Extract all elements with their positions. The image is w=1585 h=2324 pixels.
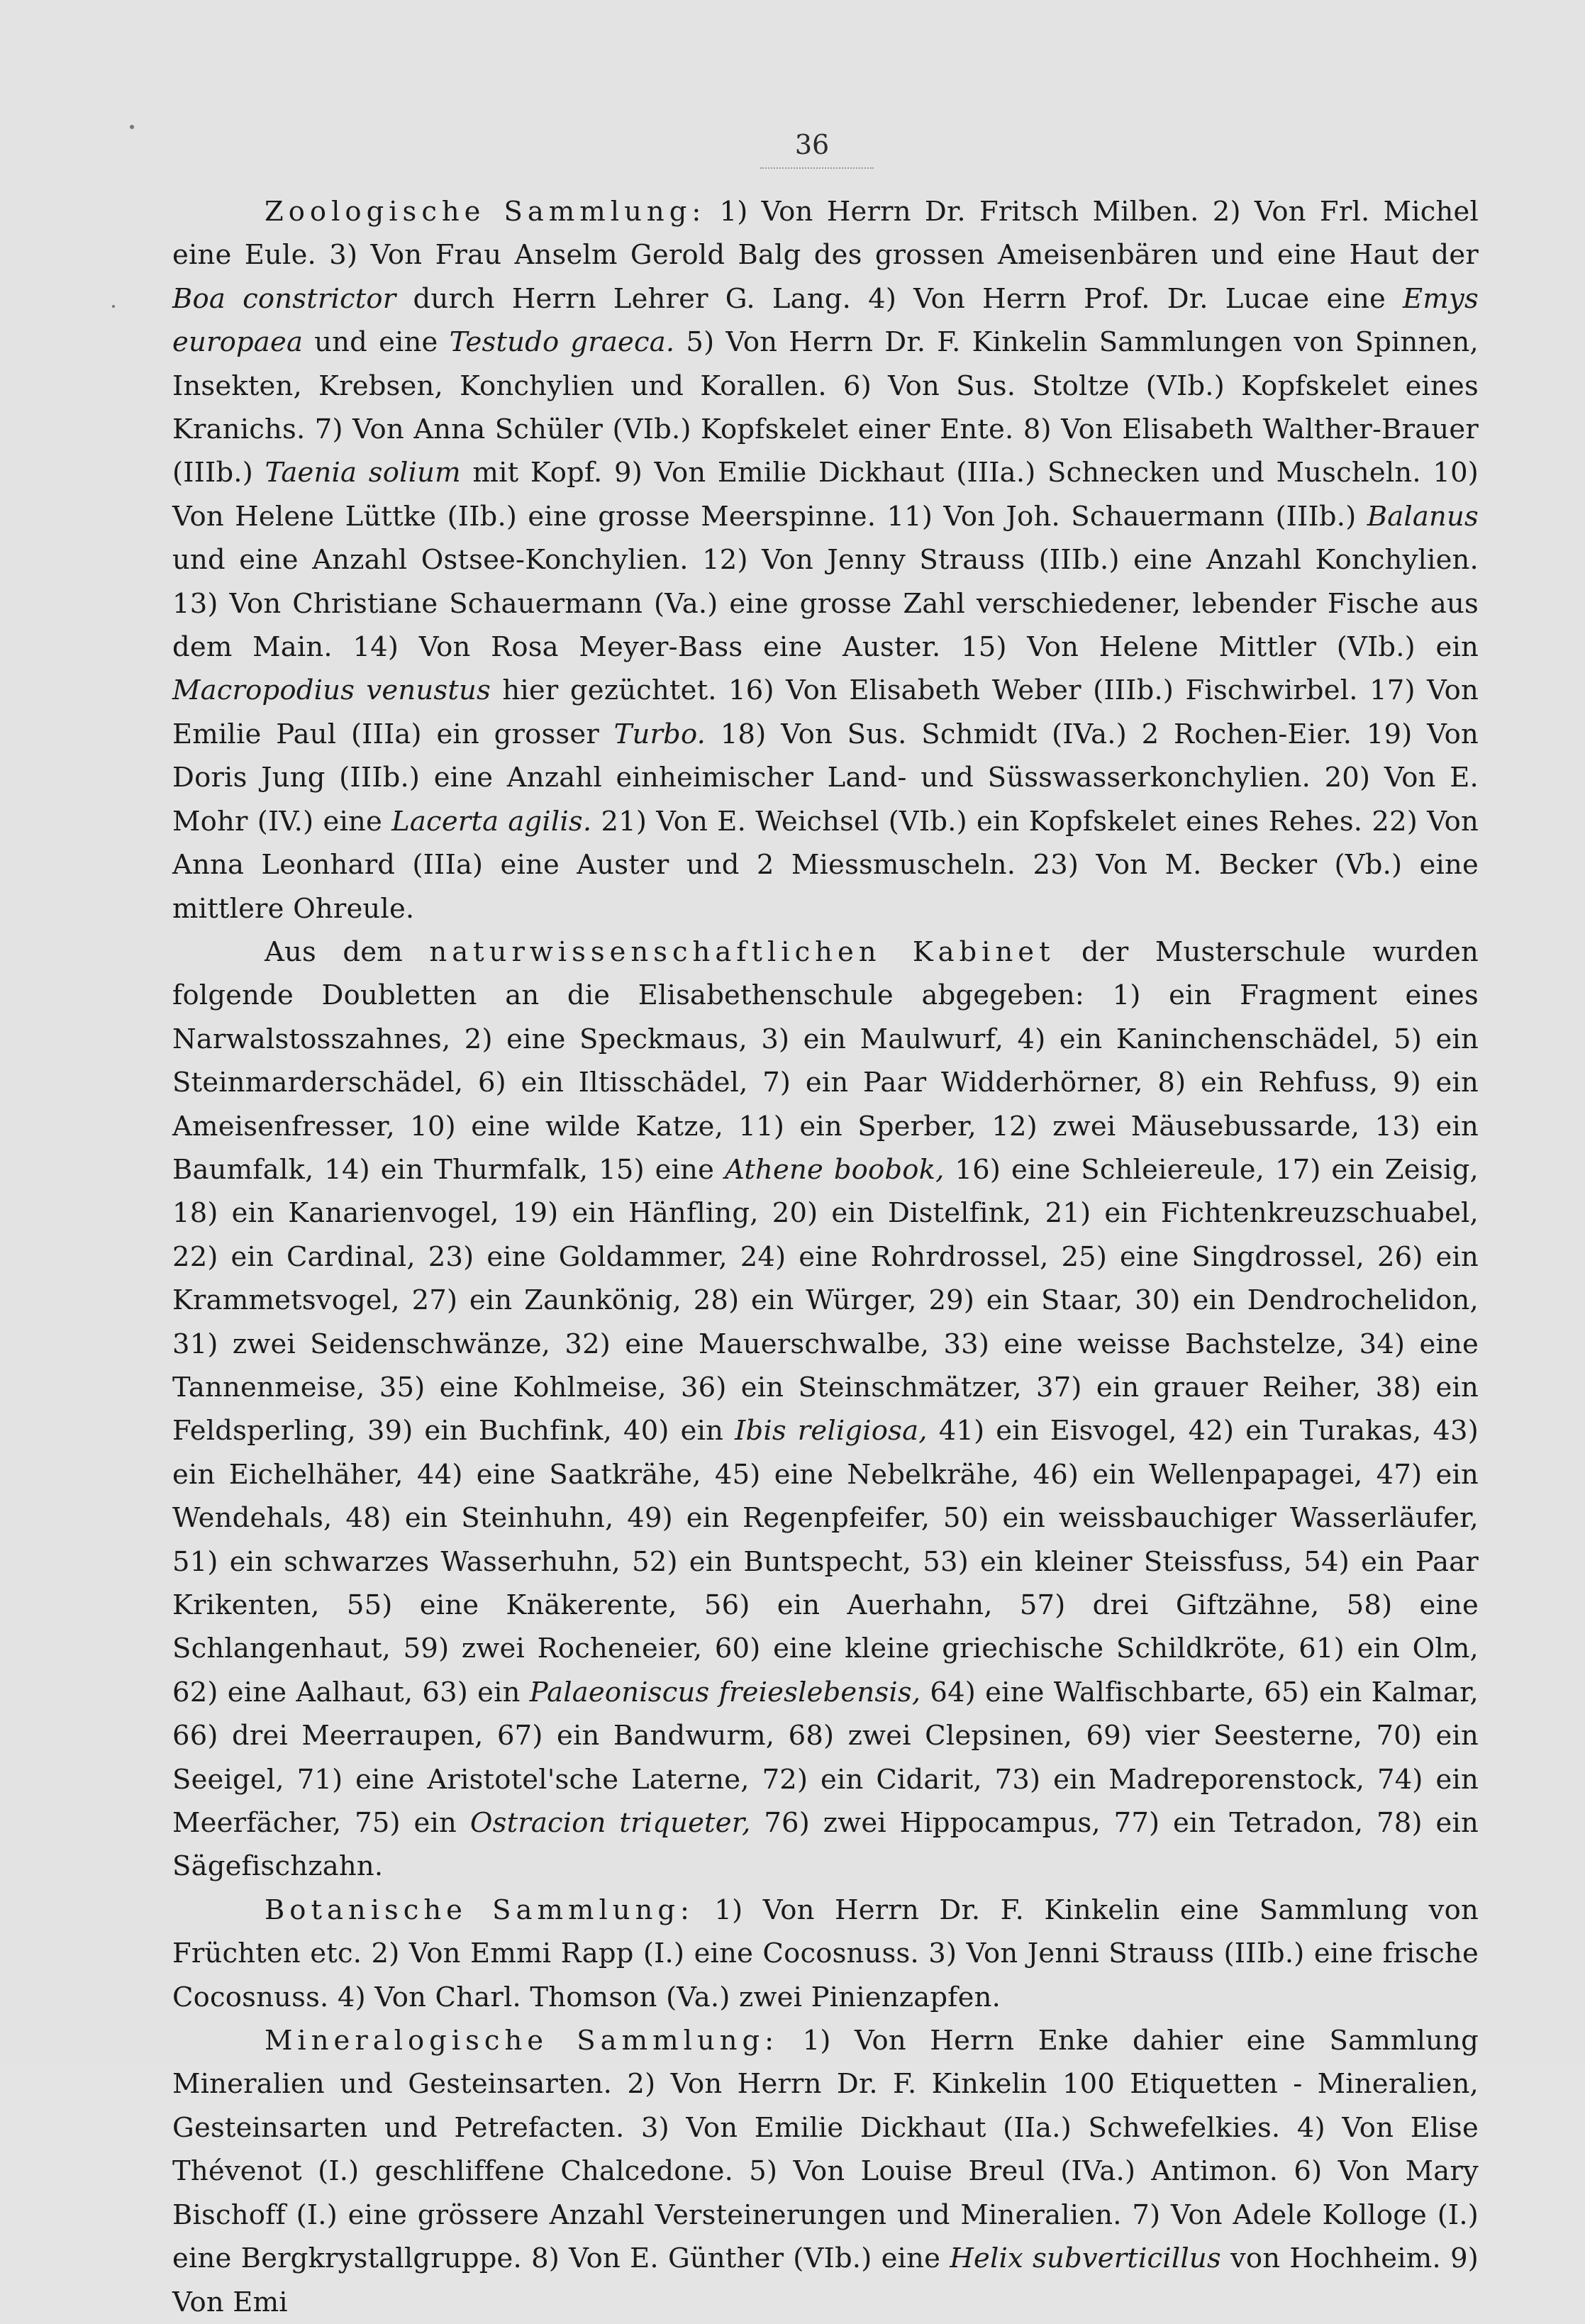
species-name: Ibis religiosa, — [735, 1415, 928, 1447]
species-name: Emys europaea — [172, 282, 1479, 359]
species-name: Boa constrictor — [172, 282, 396, 315]
section-heading-botanical: Botanische Sammlung: — [265, 1894, 694, 1926]
cabinet-doublets-paragraph — [172, 930, 1479, 1889]
body-text: 41) ein Eisvogel, 42) ein Turakas, 43) ein Eichelhäher, 44) eine Saatkrähe, 45) eine Nebelkrähe, 46) ein Wellenpapagei, 47) ein Wendehals, 48) ein Steinhuhn, 49) ein Regenpfeifer, 50) ein weissbauchiger Wasserläufer, 51) ein schwarzes Wasserhuhn, 52) ein Buntspecht, 53) ein kleiner Steissfuss, 54) ein Paar Krikenten, 55) eine Knäkerente, 56) ein Auerhahn, 57) drei Giftzähne, 58) eine Schlangenhaut, 59) zwei Rocheneier, 60) eine kleine griechische Schildkröte, 61) ein Olm, 62) eine Aalhaut, 63) ein — [172, 1415, 1479, 1708]
section-heading-mineralogical: Mineralogische Sammlung: — [265, 2025, 779, 2057]
body-text: hier gezüchtet. 16) Von Elisabeth Weber (IIIb.) Fischwirbel. 17) Von Emilie Paul (IIIa) ein grosser — [172, 674, 1479, 750]
body-text: und eine — [314, 326, 438, 359]
body-text: 16) eine Schleiereule, 17) ein Zeisig, 18) ein Kanarienvogel, 19) ein Hänfling, 20) ein Distelfink, 21) ein Fichtenkreuzschuabel, 22) ein Cardinal, 23) eine Goldammer, 24) eine Rohrdrossel, 25) eine Singdrossel, 26) ein Krammetsvogel, 27) ein Zaunkönig, 28) ein Würger, 29) ein Staar, 30) ein Dendrochelidon, 31) zwei Seidenschwänze, 32) eine Mauerschwalbe, 33) eine weisse Bachstelze, 34) eine Tannenmeise, 35) eine Kohlmeise, 36) ein Steinschmätzer, 37) ein grauer Reiher, 38) ein Feldsperling, 39) ein Buchfink, 40) ein — [172, 1153, 1479, 1447]
page-body — [172, 190, 1479, 2324]
botanical-collection-paragraph — [172, 1889, 1479, 2019]
section-heading-zoological: Zoologische Sammlung: — [265, 196, 706, 228]
body-text: 5) Von Herrn Dr. F. Kinkelin Sammlungen von Spinnen, Insekten, Krebsen, Konchylien und Korallen. 6) Von Sus. Stoltze (VIb.) Kopfskelet eines Kranichs. 7) Von Anna Schüler (VIb.) Kopfskelet einer Ente. 8) Von Elisabeth Walther-Brauer (IIIb.) — [172, 326, 1479, 489]
page-number: 36 — [794, 129, 830, 160]
body-text: der Musterschule wurden folgende Doubletten an die Elisabethenschule abgegeben: 1) ein Fragment eines Narwalstosszahnes, 2) eine Speckmaus, 3) ein Maulwurf, 4) ein Kaninchenschädel, 5) ein Steinmarderschädel, 6) ein Iltisschädel, 7) ein Paar Widderhörner, 8) ein Rehfuss, 9) ein Ameisenfresser, 10) eine wilde Katze, 11) ein Sperber, 12) zwei Mäusebussarde, 13) ein Baumfalk, 14) ein Thurmfalk, 15) eine — [172, 935, 1479, 1186]
mineralogical-collection-paragraph — [172, 2019, 1479, 2324]
body-text: 64) eine Walfischbarte, 65) ein Kalmar, 66) drei Meerraupen, 67) ein Bandwurm, 68) zwei Clepsinen, 69) vier Seesterne, 70) ein Seeigel, 71) eine Aristotel'sche Laterne, 72) ein Cidarit, 73) ein Madreporenstock, 74) ein Meerfächer, 75) ein — [172, 1676, 1479, 1840]
species-name: Testudo graeca. — [449, 326, 675, 359]
species-name: Helix subverticillus — [950, 2242, 1221, 2275]
body-text: von Hochheim. 9) Von Emi — [172, 2242, 1479, 2318]
body-text: Aus dem — [265, 935, 403, 968]
zoological-collection-paragraph — [172, 190, 1479, 930]
body-text: 1) Von Herrn Enke dahier eine Sammlung Mineralien und Gesteinsarten. 2) Von Herrn Dr. F. Kinkelin 100 Etiquetten - Mineralien, Gesteinsarten und Petrefacten. 3) Von Emilie Dickhaut (IIa.) Schwefelkies. 4) Von Elise Thévenot (I.) geschliffene Chalcedone. 5) Von Louise Breul (IVa.) Antimon. 6) Von Mary Bischoff (I.) eine grössere Anzahl Versteinerungen und Mineralien. 7) Von Adele Kolloge (I.) eine Bergkrystallgruppe. 8) Von E. Günther (VIb.) eine — [172, 2025, 1479, 2275]
body-text: 76) zwei Hippocampus, 77) ein Tetradon, 78) ein Sägefischzahn. — [172, 1807, 1479, 1883]
body-text: 21) Von E. Weichsel (VIb.) ein Kopfskelet eines Rehes. 22) Von Anna Leonhard (IIIa) eine Auster und 2 Miessmuscheln. 23) Von M. Becker (Vb.) eine mittlere Ohreule. — [172, 805, 1479, 925]
species-name: Athene boobok, — [725, 1153, 945, 1186]
body-text: durch Herrn Lehrer G. Lang. 4) Von Herrn Prof. Dr. Lucae eine — [413, 282, 1386, 315]
body-text: 18) Von Sus. Schmidt (IVa.) 2 Rochen-Eier. 19) Von Doris Jung (IIIb.) eine Anzahl einheimischer Land- und Süsswasserkonchylien. 20) Von E. Mohr (IV.) eine — [172, 718, 1479, 838]
species-name: Palaeoniscus freieslebensis, — [529, 1676, 921, 1708]
section-heading-cabinet: naturwissenschaftlichen Kabinet — [429, 935, 1055, 968]
species-name: Balanus — [1367, 500, 1479, 533]
body-text: mit Kopf. 9) Von Emilie Dickhaut (IIIa.) Schnecken und Muscheln. 10) Von Helene Lüttke (IIb.) eine grosse Meerspinne. 11) Von Joh. Schauermann (IIIb.) — [172, 457, 1479, 533]
species-name: Lacerta agilis. — [391, 805, 592, 838]
species-name: Macropodius venustus — [172, 674, 491, 707]
body-text: 1) Von Herrn Dr. F. Kinkelin eine Sammlung von Früchten etc. 2) Von Emmi Rapp (I.) eine Cocosnuss. 3) Von Jenni Strauss (IIIb.) eine frische Cocosnuss. 4) Von Charl. Thomson (Va.) zwei Pinienzapfen. — [172, 1894, 1479, 2013]
species-name: Taenia solium — [265, 457, 461, 489]
scan-speck — [112, 305, 115, 308]
species-name: Turbo. — [613, 718, 706, 750]
body-text: 1) Von Herrn Dr. Fritsch Milben. 2) Von Frl. Michel eine Eule. 3) Von Frau Anselm Gerold Balg des grossen Ameisenbären und eine Haut der — [172, 196, 1479, 272]
species-name: Ostracion triqueter, — [469, 1807, 751, 1840]
page-number-rule — [760, 167, 874, 169]
body-text: und eine Anzahl Ostsee-Konchylien. 12) Von Jenny Strauss (IIIb.) eine Anzahl Konchylien. 13) Von Christiane Schauermann (Va.) eine grosse Zahl verschiedener, lebender Fische aus dem Main. 14) Von Rosa Meyer-Bass eine Auster. 15) Von Helene Mittler (VIb.) ein — [172, 544, 1479, 664]
scan-speck — [130, 125, 134, 129]
